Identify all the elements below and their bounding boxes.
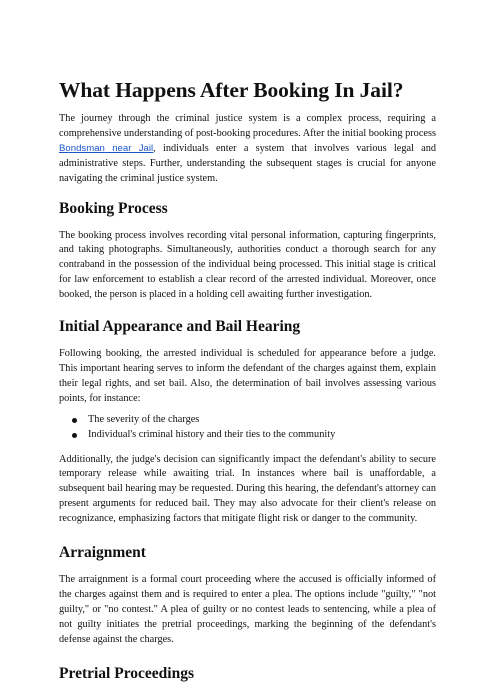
list-item-text: The severity of the charges (88, 413, 200, 425)
initial-follow-paragraph: Additionally, the judge's decision can significantly impact the defendant's ability to secure temporary release while awaiting trial. In instances where bail is unaffordable, a subsequent bail hearing may be requested. During this hearing, the defendant's attorney can present arguments for reduced bail. They may also advocate for their client's release on recognizance, emphasizing factors that mitigate flight risk or danger to the community. (59, 453, 436, 525)
list-item-text: Individual's criminal history and their ties to the community (88, 428, 336, 440)
section-heading-pretrial: Pretrial Proceedings (59, 664, 195, 682)
arraignment-paragraph: The arraignment is a formal court proceeding where the accused is officially informed of the charges against them and is required to enter a plea. The options include "guilty," "not guilty," or "no contest." A plea of guilty or no contest leads to sentencing, while a plea of not guilty initiates the pretrial proceedings, marking the beginning of the defendant's defense against the charges. (59, 574, 436, 645)
section-heading-initial: Initial Appearance and Bail Hearing (59, 318, 301, 336)
bullet-icon (72, 433, 77, 438)
list-item (72, 428, 436, 443)
section-heading-booking: Booking Process (59, 199, 168, 217)
intro-paragraph (59, 112, 436, 187)
bondsman-link[interactable]: Bondsman near Jail (59, 142, 154, 154)
initial-lead-paragraph: Following booking, the arrested individual is scheduled for appearance before a judge. This important hearing serves to inform the defendant of the charges against them, explain their legal rights, and set bail. Also, the determination of bail involves assessing various points, for instance: (59, 348, 436, 404)
section-pretrial-proceedings (59, 664, 436, 684)
section-arraignment (59, 543, 436, 648)
booking-paragraph: The booking process involves recording vital personal information, capturing fingerprints, and taking photographs. Simultaneously, authorities conduct a thorough search for any contraband in the possession of the individual being processed. This initial stage is critical for law enforcement to establish a clear record of the arrested individual. Moreover, once booked, the person is placed in a holding cell awaiting further investigation. (59, 229, 436, 301)
section-booking-process (59, 199, 436, 304)
intro-text-before: The journey through the criminal justice system is a complex process, requiring a comprehensive understanding of post-booking procedures. After the initial booking process (59, 113, 436, 139)
page-title: What Happens After Booking In Jail? (59, 78, 404, 102)
section-initial-appearance (59, 317, 436, 527)
intro-text-after: , individuals enter a system that involves various legal and administrative steps. Further, understanding the subsequent stages is crucial for anyone navigating the criminal justice system. (59, 142, 437, 184)
bullet-icon (72, 418, 77, 423)
bail-factors-list (59, 413, 436, 443)
section-heading-arraignment: Arraignment (59, 544, 146, 562)
list-item (72, 413, 436, 428)
